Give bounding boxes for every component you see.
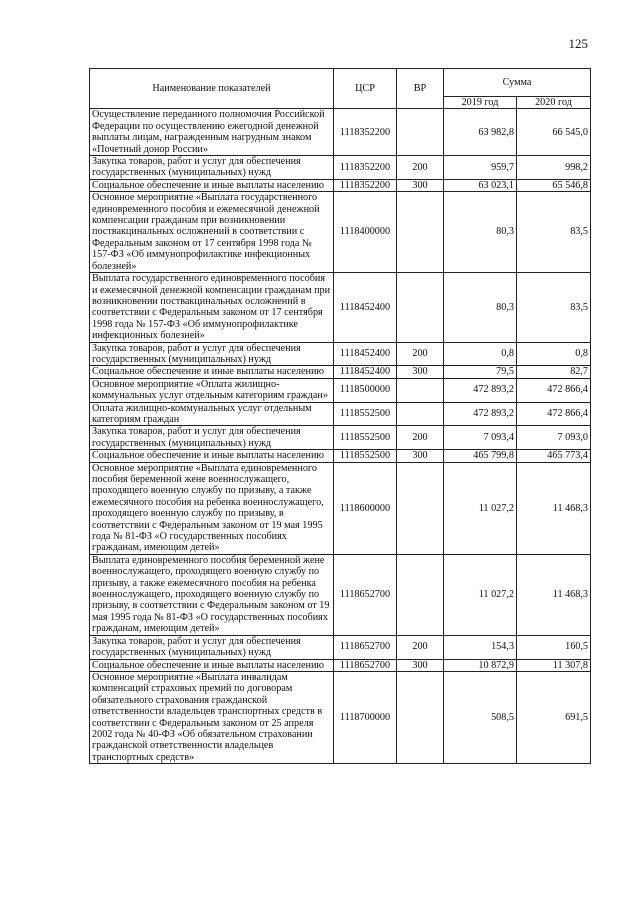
row-name: Основное мероприятие «Оплата жилищно-коммунальных услуг отдельным категориям граждан» xyxy=(90,378,334,402)
row-value-2020: 691,5 xyxy=(517,671,591,763)
row-vr xyxy=(397,402,444,426)
row-value-2019: 7 093,4 xyxy=(444,426,517,450)
row-csr: 1118552500 xyxy=(334,450,397,462)
row-name: Основное мероприятие «Выплата инвалидам компенсаций страховых премий по договорам обязательного страхования гражданской ответственности владельцев транспортных средств в соответствии с Федеральным законом от 25 апреля 2002 года № 40-ФЗ «Об обязательном страховании гражданской ответственности владельцев транспортных средств» xyxy=(90,671,334,763)
row-name: Основное мероприятие «Выплата государственного единовременного пособия и ежемесячной денежной компенсации гражданам при возникновении поствакцинальных осложнений в соответствии с Федеральным законом от 17 сентября 1998 года № 157-ФЗ «Об иммунопрофилактике инфекционных болезней» xyxy=(90,192,334,273)
table-row xyxy=(90,366,591,378)
row-value-2020: 66 545,0 xyxy=(517,109,591,156)
row-vr: 300 xyxy=(397,179,444,191)
header-sum: Сумма xyxy=(444,69,591,97)
row-csr: 1118352200 xyxy=(334,156,397,180)
row-value-2020: 82,7 xyxy=(517,366,591,378)
row-value-2019: 63 982,8 xyxy=(444,109,517,156)
row-vr: 300 xyxy=(397,659,444,671)
table-row xyxy=(90,192,591,273)
row-csr: 1118452400 xyxy=(334,342,397,366)
header-2019: 2019 год xyxy=(444,97,517,109)
row-vr: 200 xyxy=(397,426,444,450)
row-value-2019: 959,7 xyxy=(444,156,517,180)
row-vr xyxy=(397,462,444,554)
row-value-2020: 11 307,8 xyxy=(517,659,591,671)
row-vr: 300 xyxy=(397,450,444,462)
row-csr: 1118452400 xyxy=(334,366,397,378)
row-value-2020: 7 093,0 xyxy=(517,426,591,450)
table-row xyxy=(90,450,591,462)
row-name: Осуществление переданного полномочия Российской Федерации по осуществлению ежегодной денежной выплаты лицам, награжденным нагрудным знаком «Почетный донор России» xyxy=(90,109,334,156)
table-row xyxy=(90,659,591,671)
row-name: Социальное обеспечение и иные выплаты населению xyxy=(90,366,334,378)
table-row xyxy=(90,671,591,763)
row-csr: 1118452400 xyxy=(334,273,397,342)
budget-table xyxy=(89,68,591,764)
row-csr: 1118552500 xyxy=(334,426,397,450)
row-value-2019: 80,3 xyxy=(444,273,517,342)
row-name: Закупка товаров, работ и услуг для обеспечения государственных (муниципальных) нужд xyxy=(90,426,334,450)
row-vr xyxy=(397,671,444,763)
row-value-2019: 472 893,2 xyxy=(444,402,517,426)
row-csr: 1118600000 xyxy=(334,462,397,554)
row-name: Закупка товаров, работ и услуг для обеспечения государственных (муниципальных) нужд xyxy=(90,156,334,180)
page-number: 125 xyxy=(568,36,588,51)
row-csr: 1118652700 xyxy=(334,635,397,659)
row-name: Социальное обеспечение и иные выплаты населению xyxy=(90,450,334,462)
row-csr: 1118552500 xyxy=(334,402,397,426)
row-value-2020: 83,5 xyxy=(517,192,591,273)
row-value-2020: 65 546,8 xyxy=(517,179,591,191)
row-csr: 1118352200 xyxy=(334,109,397,156)
row-csr: 1118652700 xyxy=(334,554,397,635)
row-value-2019: 63 023,1 xyxy=(444,179,517,191)
row-csr: 1118700000 xyxy=(334,671,397,763)
row-value-2019: 79,5 xyxy=(444,366,517,378)
row-name: Оплата жилищно-коммунальных услуг отдельным категориям граждан xyxy=(90,402,334,426)
row-value-2019: 472 893,2 xyxy=(444,378,517,402)
row-value-2019: 508,5 xyxy=(444,671,517,763)
row-value-2020: 83,5 xyxy=(517,273,591,342)
row-vr: 200 xyxy=(397,342,444,366)
row-csr: 1118500000 xyxy=(334,378,397,402)
header-csr: ЦСР xyxy=(334,69,397,109)
row-value-2020: 472 866,4 xyxy=(517,378,591,402)
table-row xyxy=(90,109,591,156)
row-value-2020: 998,2 xyxy=(517,156,591,180)
row-vr xyxy=(397,554,444,635)
header-name: Наименование показателей xyxy=(90,69,334,109)
row-value-2019: 0,8 xyxy=(444,342,517,366)
row-name: Выплата государственного единовременного пособия и ежемесячной денежной компенсации гражданам при возникновении поствакцинальных осложнений в соответствии с Федеральным законом от 17 сентября 1998 года № 157-ФЗ «Об иммунопрофилактике инфекционных болезней» xyxy=(90,273,334,342)
table-row xyxy=(90,554,591,635)
row-value-2020: 11 468,3 xyxy=(517,462,591,554)
row-csr: 1118352200 xyxy=(334,179,397,191)
row-vr: 300 xyxy=(397,366,444,378)
table-row xyxy=(90,273,591,342)
table-row xyxy=(90,462,591,554)
row-vr xyxy=(397,109,444,156)
row-name: Основное мероприятие «Выплата единовременного пособия беременной жене военнослужащего, проходящего военную службу по призыву, а также ежемесячного пособия на ребенка военнослужащего, проходящего военную службу по призыву, в соответствии с Федеральным законом от 19 мая 1995 года № 81-ФЗ «О государственных пособиях гражданам, имеющим детей» xyxy=(90,462,334,554)
header-vr: ВР xyxy=(397,69,444,109)
row-vr: 200 xyxy=(397,635,444,659)
row-value-2020: 160,5 xyxy=(517,635,591,659)
table-row xyxy=(90,402,591,426)
row-name: Социальное обеспечение и иные выплаты населению xyxy=(90,659,334,671)
row-vr: 200 xyxy=(397,156,444,180)
row-csr: 1118400000 xyxy=(334,192,397,273)
row-name: Выплата единовременного пособия беременной жене военнослужащего, проходящего военную службу по призыву, а также ежемесячного пособия на ребенка военнослужащего, проходящего военную службу по призыву, в соответствии с Федеральным законом от 19 мая 1995 года № 81-ФЗ «О государственных пособиях гражданам, имеющим детей» xyxy=(90,554,334,635)
row-value-2019: 10 872,9 xyxy=(444,659,517,671)
row-value-2019: 80,3 xyxy=(444,192,517,273)
row-csr: 1118652700 xyxy=(334,659,397,671)
table-row xyxy=(90,342,591,366)
header-2020: 2020 год xyxy=(517,97,591,109)
table-row xyxy=(90,635,591,659)
row-name: Социальное обеспечение и иные выплаты населению xyxy=(90,179,334,191)
row-value-2020: 472 866,4 xyxy=(517,402,591,426)
table-row xyxy=(90,156,591,180)
row-value-2020: 465 773,4 xyxy=(517,450,591,462)
row-name: Закупка товаров, работ и услуг для обеспечения государственных (муниципальных) нужд xyxy=(90,342,334,366)
table-row xyxy=(90,179,591,191)
table-row xyxy=(90,426,591,450)
row-vr xyxy=(397,192,444,273)
table-row xyxy=(90,378,591,402)
row-vr xyxy=(397,273,444,342)
row-value-2019: 11 027,2 xyxy=(444,554,517,635)
row-vr xyxy=(397,378,444,402)
row-value-2019: 465 799,8 xyxy=(444,450,517,462)
row-value-2020: 11 468,3 xyxy=(517,554,591,635)
table-body xyxy=(90,109,591,764)
row-value-2019: 154,3 xyxy=(444,635,517,659)
row-name: Закупка товаров, работ и услуг для обеспечения государственных (муниципальных) нужд xyxy=(90,635,334,659)
row-value-2020: 0,8 xyxy=(517,342,591,366)
row-value-2019: 11 027,2 xyxy=(444,462,517,554)
